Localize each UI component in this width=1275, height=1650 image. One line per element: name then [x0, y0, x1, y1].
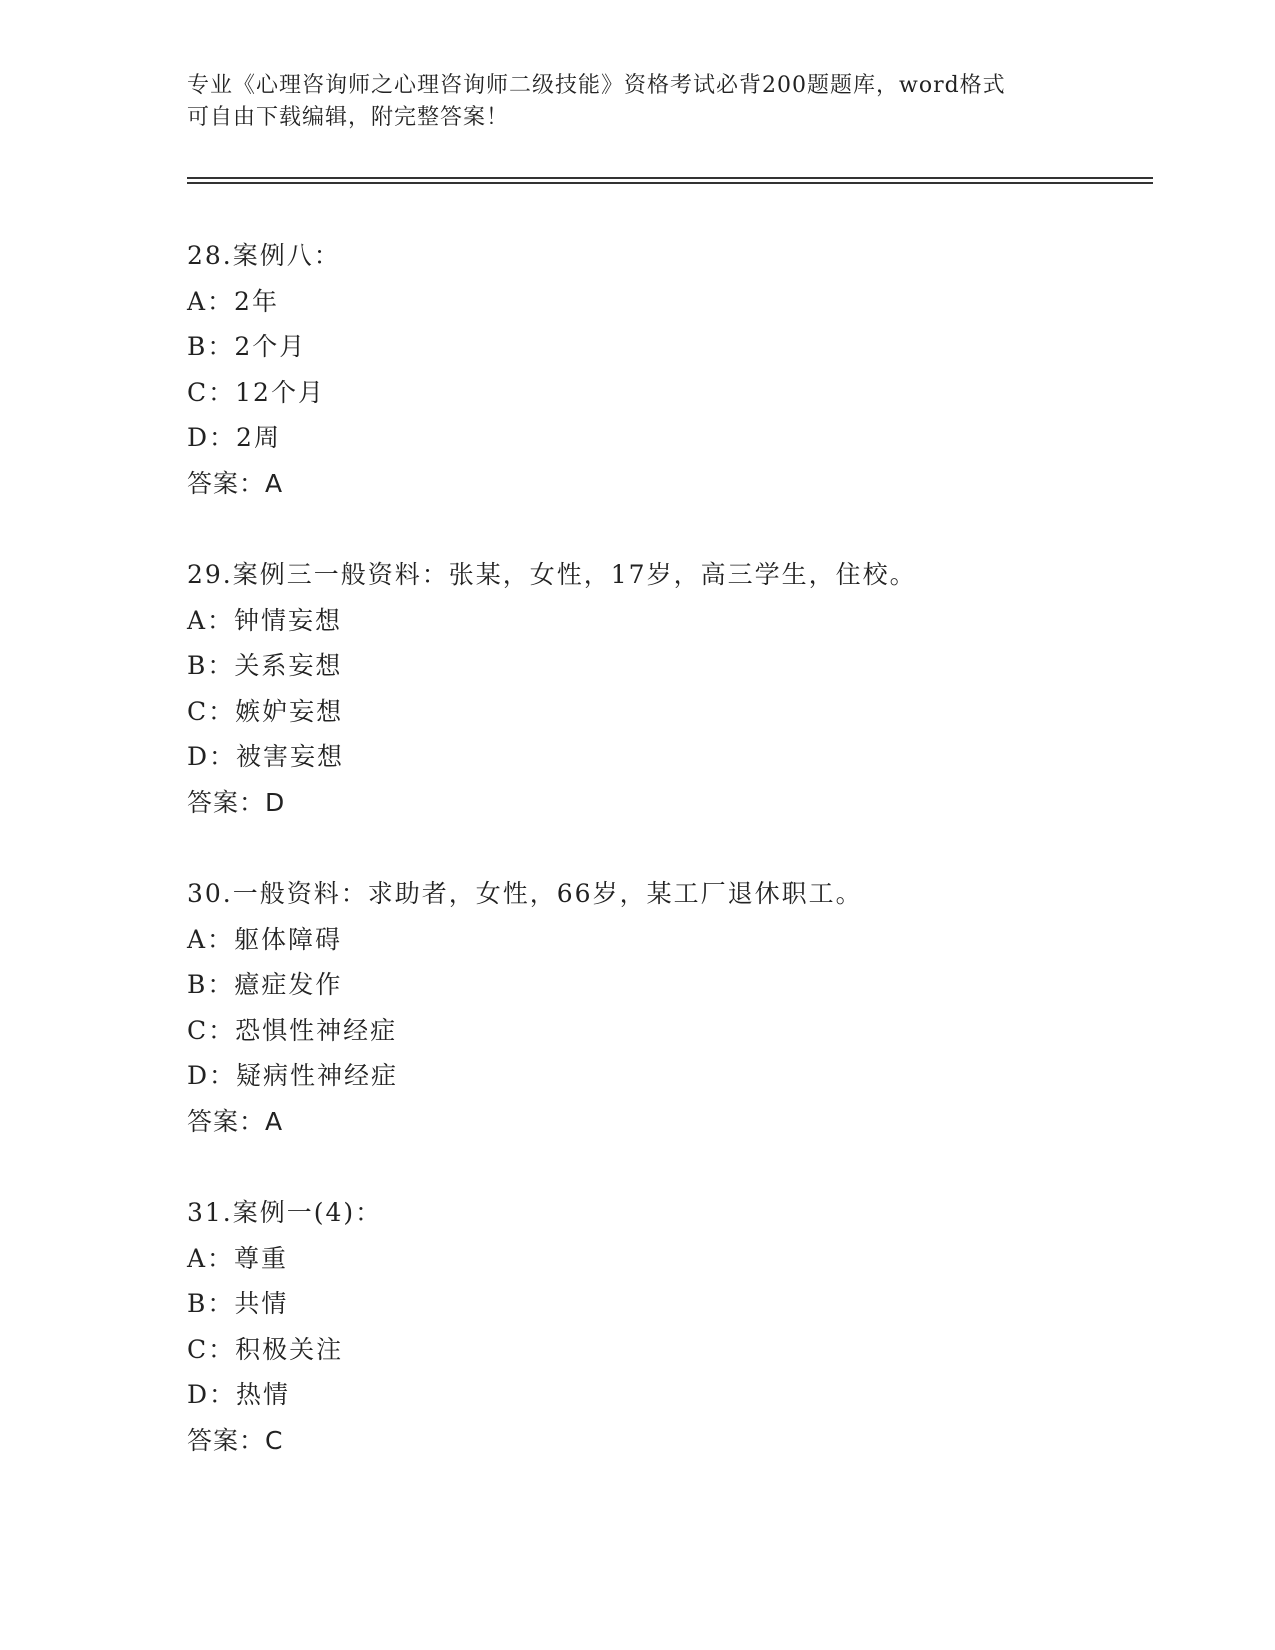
option-d: D：2周	[187, 423, 281, 452]
option-c: C：恐惧性神经症	[187, 1015, 398, 1045]
answer-label: 答案：D	[187, 787, 286, 817]
question-30	[187, 871, 1153, 1144]
header-divider	[187, 177, 1153, 184]
option-d: D：被害妄想	[187, 742, 345, 771]
question-title: 29.案例三一般资料：张某，女性，17岁，高三学生，住校。	[187, 560, 917, 589]
document-header	[187, 70, 1087, 134]
answer-label: 答案：A	[187, 1106, 284, 1136]
answer-label: 答案：C	[187, 1425, 284, 1455]
option-b: B：关系妄想	[187, 651, 343, 680]
option-b: B：共情	[187, 1289, 289, 1318]
answer-label: 答案：A	[187, 468, 284, 498]
option-a: A：尊重	[187, 1243, 289, 1273]
option-a: A：2年	[187, 286, 279, 316]
header-line-1: 专业《心理咨询师之心理咨询师二级技能》资格考试必背200题题库，word格式	[187, 73, 1006, 98]
option-c: C：12个月	[187, 377, 325, 407]
option-d: D：热情	[187, 1380, 291, 1409]
question-title: 28.案例八：	[187, 241, 341, 270]
question-29	[187, 552, 1153, 825]
question-28	[187, 233, 1153, 506]
question-title: 30.一般资料：求助者，女性，66岁，某工厂退休职工。	[187, 879, 863, 908]
option-a: A：躯体障碍	[187, 924, 343, 954]
question-31	[187, 1190, 1153, 1463]
option-b: B：癔症发作	[187, 970, 343, 999]
option-a: A：钟情妄想	[187, 605, 343, 635]
header-line-2: 可自由下载编辑，附完整答案！	[187, 105, 510, 130]
option-d: D：疑病性神经症	[187, 1061, 399, 1090]
question-title: 31.案例一(4)：	[187, 1198, 383, 1227]
question-list	[187, 233, 1153, 1509]
option-b: B：2个月	[187, 332, 307, 361]
option-c: C：积极关注	[187, 1334, 344, 1364]
option-c: C：嫉妒妄想	[187, 696, 344, 726]
